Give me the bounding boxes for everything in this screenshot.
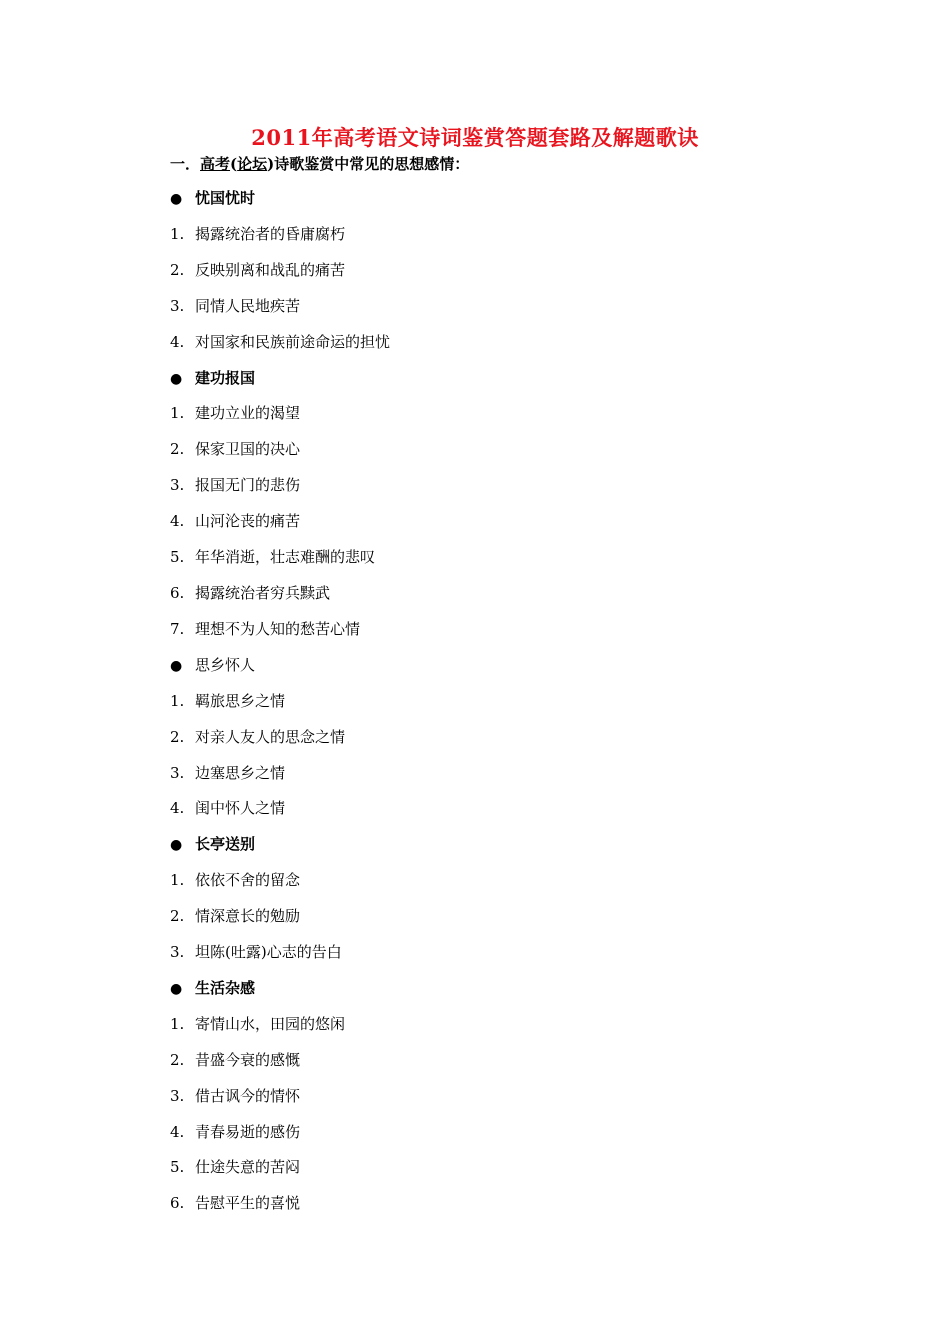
item-text: 青春易逝的感伤: [195, 1123, 301, 1141]
heading-prefix: 一．: [170, 155, 201, 173]
list-item: [170, 402, 300, 424]
item-text: 依依不舍的留念: [195, 871, 301, 889]
item-number: 1.: [170, 404, 185, 422]
item-text: 年华消逝，壮志难酬的悲叹: [195, 548, 376, 566]
list-item: [170, 223, 345, 245]
list-item: [170, 331, 390, 353]
item-text: 理想不为人知的愁苦心情: [195, 620, 361, 638]
list-item: [170, 690, 285, 712]
bullet-icon: ●: [170, 981, 183, 997]
item-text: 边塞思乡之情: [195, 764, 286, 782]
item-text: 保家卫国的决心: [195, 440, 301, 458]
link-gaokao[interactable]: 高考: [200, 155, 231, 173]
item-number: 2.: [170, 440, 185, 458]
item-number: 3.: [170, 297, 185, 315]
list-item: [170, 582, 330, 604]
category-heading: [170, 187, 255, 209]
category-label: 建功报国: [195, 369, 256, 387]
list-item: [170, 618, 360, 640]
item-number: 2.: [170, 907, 185, 925]
list-item: [170, 546, 375, 568]
item-text: 羁旅思乡之情: [195, 692, 286, 710]
list-item: [170, 762, 285, 784]
item-text: 揭露统治者穷兵黩武: [195, 584, 331, 602]
link-luntan[interactable]: 论坛: [237, 155, 268, 173]
item-number: 5.: [170, 548, 185, 566]
item-text: 情深意长的勉励: [195, 907, 301, 925]
item-number: 3.: [170, 1087, 185, 1105]
bullet-icon: ●: [170, 371, 183, 387]
item-number: 4.: [170, 1123, 185, 1141]
item-text: 坦陈(吐露)心志的告白: [195, 943, 342, 961]
category-label: 生活杂感: [195, 979, 256, 997]
item-number: 3.: [170, 476, 185, 494]
item-number: 1.: [170, 225, 185, 243]
item-text: 报国无门的悲伤: [195, 476, 301, 494]
list-item: [170, 295, 300, 317]
bullet-icon: ●: [170, 837, 183, 853]
item-number: 1.: [170, 871, 185, 889]
item-number: 4.: [170, 799, 185, 817]
item-number: 6.: [170, 584, 185, 602]
item-number: 6.: [170, 1194, 185, 1212]
category-label: 思乡怀人: [195, 656, 256, 674]
item-text: 揭露统治者的昏庸腐朽: [195, 225, 346, 243]
category-heading: [170, 367, 255, 389]
item-number: 3.: [170, 764, 185, 782]
list-item: [170, 869, 300, 891]
list-item: [170, 905, 300, 927]
list-item: [170, 941, 342, 963]
item-number: 1.: [170, 692, 185, 710]
item-text: 告慰平生的喜悦: [195, 1194, 301, 1212]
category-label: 长亭送别: [195, 835, 256, 853]
list-item: [170, 1085, 300, 1107]
list-item: [170, 438, 300, 460]
list-item: [170, 1192, 300, 1214]
item-text: 建功立业的渴望: [195, 404, 301, 422]
item-number: 2.: [170, 1051, 185, 1069]
item-text: 借古讽今的情怀: [195, 1087, 301, 1105]
list-item: [170, 510, 300, 532]
list-item: [170, 259, 345, 281]
item-number: 4.: [170, 512, 185, 530]
item-number: 3.: [170, 943, 185, 961]
list-item: [170, 1156, 300, 1178]
list-item: [170, 1121, 300, 1143]
item-text: 反映别离和战乱的痛苦: [195, 261, 346, 279]
item-text: 寄情山水，田园的悠闲: [195, 1015, 346, 1033]
bullet-icon: ●: [170, 658, 183, 674]
list-item: [170, 797, 285, 819]
item-text: 对亲人友人的思念之情: [195, 728, 346, 746]
item-text: 对国家和民族前途命运的担忧: [195, 333, 391, 351]
item-text: 闺中怀人之情: [195, 799, 286, 817]
item-text: 同情人民地疾苦: [195, 297, 301, 315]
item-number: 1.: [170, 1015, 185, 1033]
item-text: 仕途失意的苦闷: [195, 1158, 301, 1176]
heading-text: 诗歌鉴赏中常见的思想感情：: [274, 155, 470, 173]
item-number: 2.: [170, 728, 185, 746]
list-item: [170, 474, 300, 496]
item-number: 4.: [170, 333, 185, 351]
category-heading: [170, 977, 255, 999]
item-text: 昔盛今衰的感慨: [195, 1051, 301, 1069]
section-heading: [170, 153, 469, 174]
item-text: 山河沦丧的痛苦: [195, 512, 301, 530]
item-number: 7.: [170, 620, 185, 638]
heading-paren-close: ): [267, 155, 275, 173]
category-label: 忧国忧时: [195, 189, 256, 207]
item-number: 5.: [170, 1158, 185, 1176]
item-number: 2.: [170, 261, 185, 279]
bullet-icon: ●: [170, 191, 183, 207]
category-heading: [170, 654, 255, 676]
category-heading: [170, 833, 255, 855]
document-title: 2011年高考语文诗词鉴赏答题套路及解题歌诀: [251, 125, 699, 150]
list-item: [170, 726, 345, 748]
list-item: [170, 1049, 300, 1071]
heading-paren-open: (: [230, 155, 238, 173]
list-item: [170, 1013, 345, 1035]
